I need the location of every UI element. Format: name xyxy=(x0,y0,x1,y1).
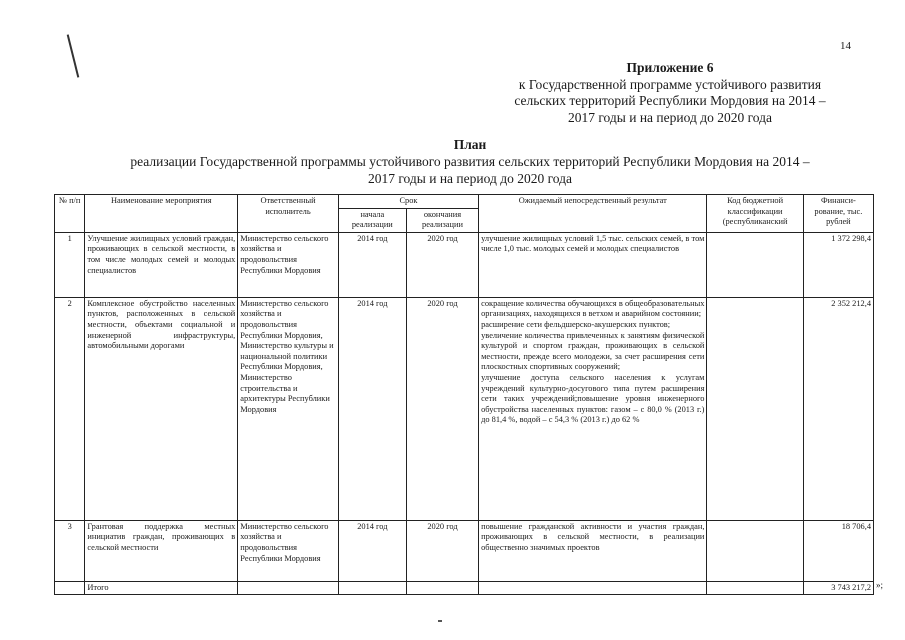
header-budget-code: Код бюджетной классификации (республиканский xyxy=(707,195,803,233)
plan-heading: План xyxy=(453,137,487,152)
budget-code-cell xyxy=(707,232,803,297)
table-row xyxy=(55,232,874,297)
executor-cell: Министерство сельского хозяйства и продовольствия Республики Мордовия, Министерство культуры и национальной политики Республики Мордовия, Министерство строительства и архитектуры Республики Мордовия xyxy=(238,297,339,520)
result-cell xyxy=(479,232,707,297)
executor-cell: Министерство сельского хозяйства и продовольствия Республики Мордовия xyxy=(238,520,339,581)
trailing-mark: »; xyxy=(876,580,884,590)
end-cell: 2020 год xyxy=(406,232,478,297)
header-term: Срок xyxy=(338,195,478,209)
scan-mark xyxy=(67,34,80,77)
table-row xyxy=(55,520,874,581)
plan-subtitle-line: реализации Государственной программы устойчивого развития сельских территорий Республики Мордовия на 2014 – xyxy=(130,154,810,169)
result-line: сокращение количества обучающихся в общеобразовательных организациях, находящихся в ветхом и аварийном состоянии; xyxy=(481,298,705,319)
header-term-start: начала реализации xyxy=(338,208,406,232)
appendix-line: 2017 годы и на период до 2020 года xyxy=(567,109,773,125)
appendix-block xyxy=(480,60,860,126)
header-executor: Ответственный исполнитель xyxy=(238,195,339,233)
financing-cell: 2 352 212,4 xyxy=(803,297,873,520)
table-row xyxy=(55,297,874,520)
executor-cell: Министерство сельского хозяйства и продовольствия Республики Мордовия xyxy=(238,232,339,297)
measure-cell: Комплексное обустройство населенных пунктов, расположенных в сельской местности, объектами социальной и инженерной инфраструктуры, автомобильными дорогами xyxy=(85,297,238,520)
financing-cell: 18 706,4 xyxy=(803,520,873,581)
appendix-line: сельских территорий Республики Мордовия на 2014 – xyxy=(514,93,826,108)
total-empty-cell xyxy=(406,581,478,595)
result-cell xyxy=(479,297,707,520)
header-num: № п/п xyxy=(55,195,85,233)
scan-dot xyxy=(438,620,442,622)
header-financing: Финанси-рование, тыс. рублей xyxy=(803,195,873,233)
total-label: Итого xyxy=(85,581,238,595)
total-empty-cell xyxy=(479,581,707,595)
header-term-end: окончания реализации xyxy=(406,208,478,232)
header-result: Ожидаемый непосредственный результат xyxy=(479,195,707,233)
total-empty-cell xyxy=(238,581,339,595)
measure-cell: Грантовая поддержка местных инициатив граждан, проживающих в сельской местности xyxy=(85,520,238,581)
row-number: 1 xyxy=(55,232,85,297)
total-financing: 3 743 217,2 xyxy=(803,581,873,595)
result-line: увеличение количества привлеченных к занятиям физической культурой и спортом граждан, проживающих в сельской местности, прежде всего молодежи, за счет расширения сети плоскостных спортивных сооружений; xyxy=(481,330,705,372)
header-measure: Наименование мероприятия xyxy=(85,195,238,233)
appendix-line: к Государственной программе устойчивого развития xyxy=(518,76,822,92)
appendix-title: Приложение 6 xyxy=(626,60,714,75)
start-cell: 2014 год xyxy=(338,232,406,297)
row-number: 2 xyxy=(55,297,85,520)
plan-subtitle-line: 2017 годы и на период до 2020 года xyxy=(367,171,573,186)
result-line: расширение сети фельдшерско-акушерских пунктов; xyxy=(481,319,671,329)
end-cell: 2020 год xyxy=(406,520,478,581)
page-number: 14 xyxy=(840,40,851,52)
measure-cell: Улучшение жилищных условий граждан, проживающих в сельской местности, в том числе молодых семей и молодых специалистов xyxy=(85,232,238,297)
budget-code-cell xyxy=(707,520,803,581)
financing-cell: 1 372 298,4 xyxy=(803,232,873,297)
total-empty-cell xyxy=(55,581,85,595)
row-number: 3 xyxy=(55,520,85,581)
total-empty-cell xyxy=(707,581,803,595)
result-cell xyxy=(479,520,707,581)
result-line: повышение гражданской активности и участия граждан, проживающих в сельской местности, в реализации общественно значимых проектов xyxy=(481,521,705,552)
total-row xyxy=(55,581,874,595)
total-empty-cell xyxy=(338,581,406,595)
start-cell: 2014 год xyxy=(338,297,406,520)
budget-code-cell xyxy=(707,297,803,520)
plan-table xyxy=(54,194,874,595)
result-line: улучшение жилищных условий 1,5 тыс. сельских семей, в том числе 1,0 тыс. молодых семей и молодых специалистов xyxy=(481,233,705,254)
result-line: улучшение доступа сельского населения к услугам учреждений культурно-досугового типа путем расширения сети таких учреждений;повышение уровня инженерного обустройства населенных пунктов: газом – с 80,0 % (2013 г.) до 81,4 %, водой – с 54,3 % (2013 г.) до 62 % xyxy=(481,372,705,425)
plan-title-block xyxy=(60,136,880,187)
table-header-row xyxy=(55,195,874,209)
start-cell: 2014 год xyxy=(338,520,406,581)
end-cell: 2020 год xyxy=(406,297,478,520)
